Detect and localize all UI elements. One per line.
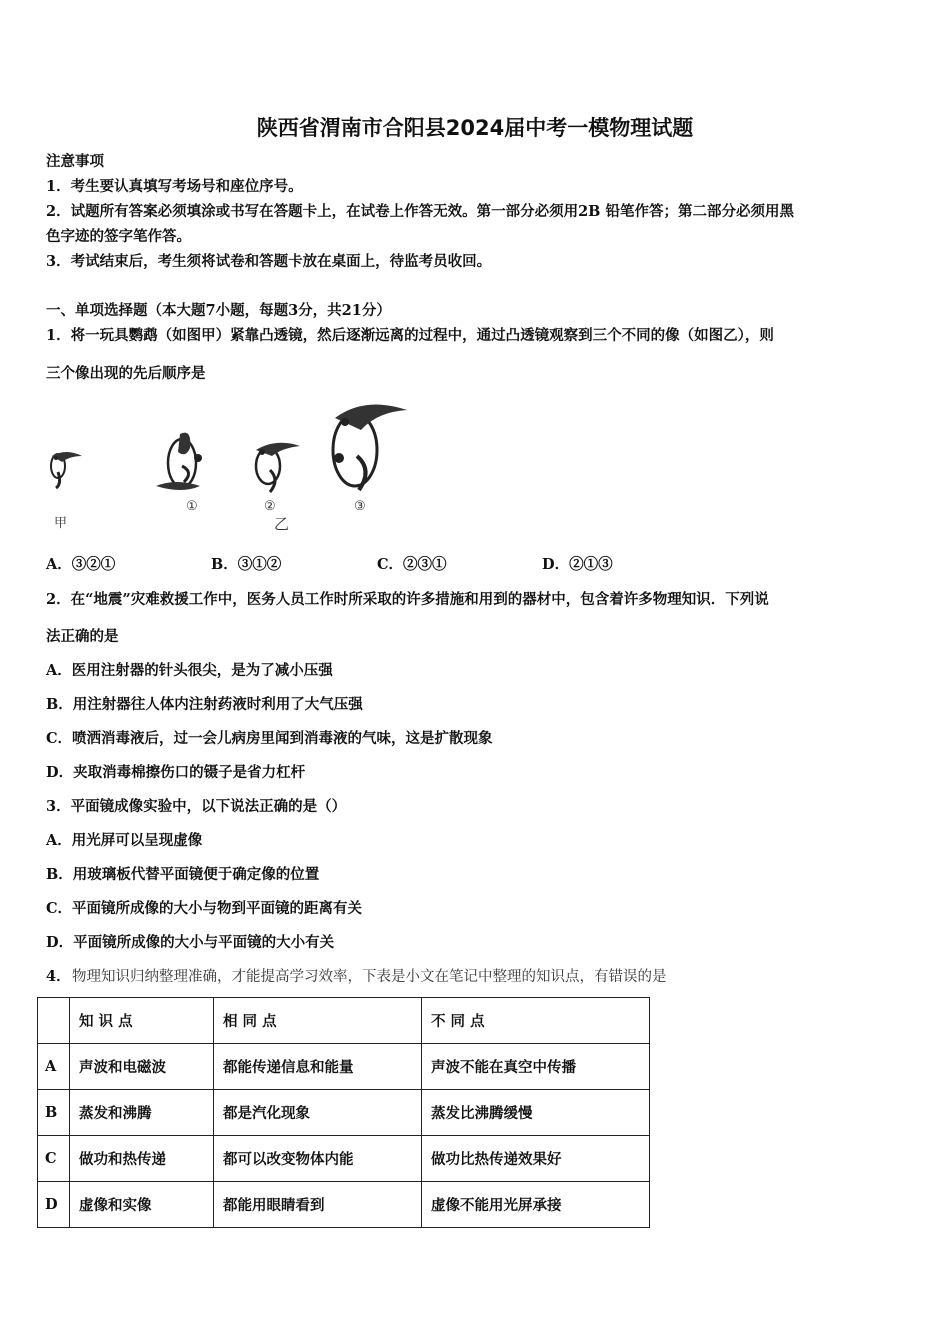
table-cell: 蒸发比沸腾缓慢 (422, 1090, 650, 1136)
parrot-figure-svg (40, 398, 420, 538)
table-cell: 声波和电磁波 (70, 1044, 214, 1090)
q3-stem: 3．平面镜成像实验中，以下说法正确的是（） (46, 798, 347, 815)
table-cell: A (38, 1044, 70, 1090)
table-cell: 蒸发和沸腾 (70, 1090, 214, 1136)
table-cell: 都能传递信息和能量 (214, 1044, 422, 1090)
q3-option-d: D．平面镜所成像的大小与平面镜的大小有关 (46, 934, 335, 951)
table-header-cell: 相 同 点 (214, 998, 422, 1044)
q1-option-d: D．②①③ (542, 556, 613, 573)
table-cell: C (38, 1136, 70, 1182)
figure-label-2: ② (264, 499, 276, 514)
table-cell: 声波不能在真空中传播 (422, 1044, 650, 1090)
table-header-cell: 知 识 点 (70, 998, 214, 1044)
notice-item: 3．考试结束后，考生须将试卷和答题卡放在桌面上，待监考员收回。 (46, 253, 492, 270)
table-header-cell: 不 同 点 (422, 998, 650, 1044)
q2-option-d: D．夹取消毒棉擦伤口的镊子是省力杠杆 (46, 764, 306, 781)
table-cell: 都可以改变物体内能 (214, 1136, 422, 1182)
table-cell: 都是汽化现象 (214, 1090, 422, 1136)
table-cell: 虚像和实像 (70, 1182, 214, 1228)
table-cell: 虚像不能用光屏承接 (422, 1182, 650, 1228)
notice-item: 2．试题所有答案必须填涂或书写在答题卡上，在试卷上作答无效。第一部分必须用2B 铅笔作答；第二部分必须用黑 (46, 203, 794, 220)
q3-option-a: A．用光屏可以呈现虚像 (46, 832, 203, 849)
q1-stem-cont: 三个像出现的先后顺序是 (46, 365, 206, 382)
page-title: 陕西省渭南市合阳县2024届中考一模物理试题 (256, 116, 694, 140)
table-header-row (38, 998, 650, 1044)
table-row (38, 1136, 650, 1182)
table-cell: D (38, 1182, 70, 1228)
table-row (38, 1090, 650, 1136)
q2-option-a: A．医用注射器的针头很尖，是为了减小压强 (46, 662, 333, 679)
table-row (38, 1044, 650, 1090)
q2-stem-cont: 法正确的是 (46, 628, 119, 645)
q3-option-b: B．用玻璃板代替平面镜便于确定像的位置 (46, 866, 320, 883)
q1-figure (40, 398, 420, 538)
table-cell: B (38, 1090, 70, 1136)
parrot-image-3-icon (333, 405, 407, 490)
q2-option-c: C．喷洒消毒液后，过一会儿病房里闻到消毒液的气味，这是扩散现象 (46, 730, 493, 747)
q1-option-a: A．③②① (46, 556, 116, 573)
q1-option-c: C．②③① (377, 556, 447, 573)
q2-option-b: B．用注射器往人体内注射药液时利用了大气压强 (46, 696, 363, 713)
notice-heading: 注意事项 (46, 153, 104, 170)
q4-stem: 物理知识归纳整理准确，才能提高学习效率，下表是小文在笔记中整理的知识点，有错误的是 (72, 969, 667, 985)
figure-label-jia: 甲 (54, 516, 68, 531)
q4-number: 4． (46, 968, 71, 985)
figure-label-1: ① (186, 499, 198, 514)
table-row (38, 1182, 650, 1228)
figure-label-yi: 乙 (274, 515, 290, 533)
notice-item: 1．考生要认真填写考场号和座位序号。 (46, 178, 303, 195)
table-cell: 都能用眼睛看到 (214, 1182, 422, 1228)
table-cell: 做功和热传递 (70, 1136, 214, 1182)
section-heading: 一、单项选择题（本大题7小题，每题3分，共21分） (46, 302, 391, 319)
table-cell: 做功比热传递效果好 (422, 1136, 650, 1182)
parrot-jia-icon (51, 452, 82, 488)
q3-option-c: C．平面镜所成像的大小与物到平面镜的距离有关 (46, 900, 363, 917)
q2-stem: 2．在“地震”灾难救援工作中，医务人员工作时所采取的许多措施和用到的器材中，包含着许多物理知识．下列说 (46, 591, 769, 608)
q1-option-b: B．③①② (211, 556, 282, 573)
parrot-image-2-icon (256, 443, 300, 492)
q4-table (37, 997, 650, 1228)
parrot-image-1-icon (156, 433, 202, 490)
figure-label-3: ③ (354, 499, 366, 514)
notice-item: 色字迹的签字笔作答。 (46, 228, 191, 245)
table-header-cell (38, 998, 70, 1044)
q1-stem: 1．将一玩具鹦鹉（如图甲）紧靠凸透镜，然后逐渐远离的过程中，通过凸透镜观察到三个不同的像（如图乙），则 (46, 327, 774, 344)
